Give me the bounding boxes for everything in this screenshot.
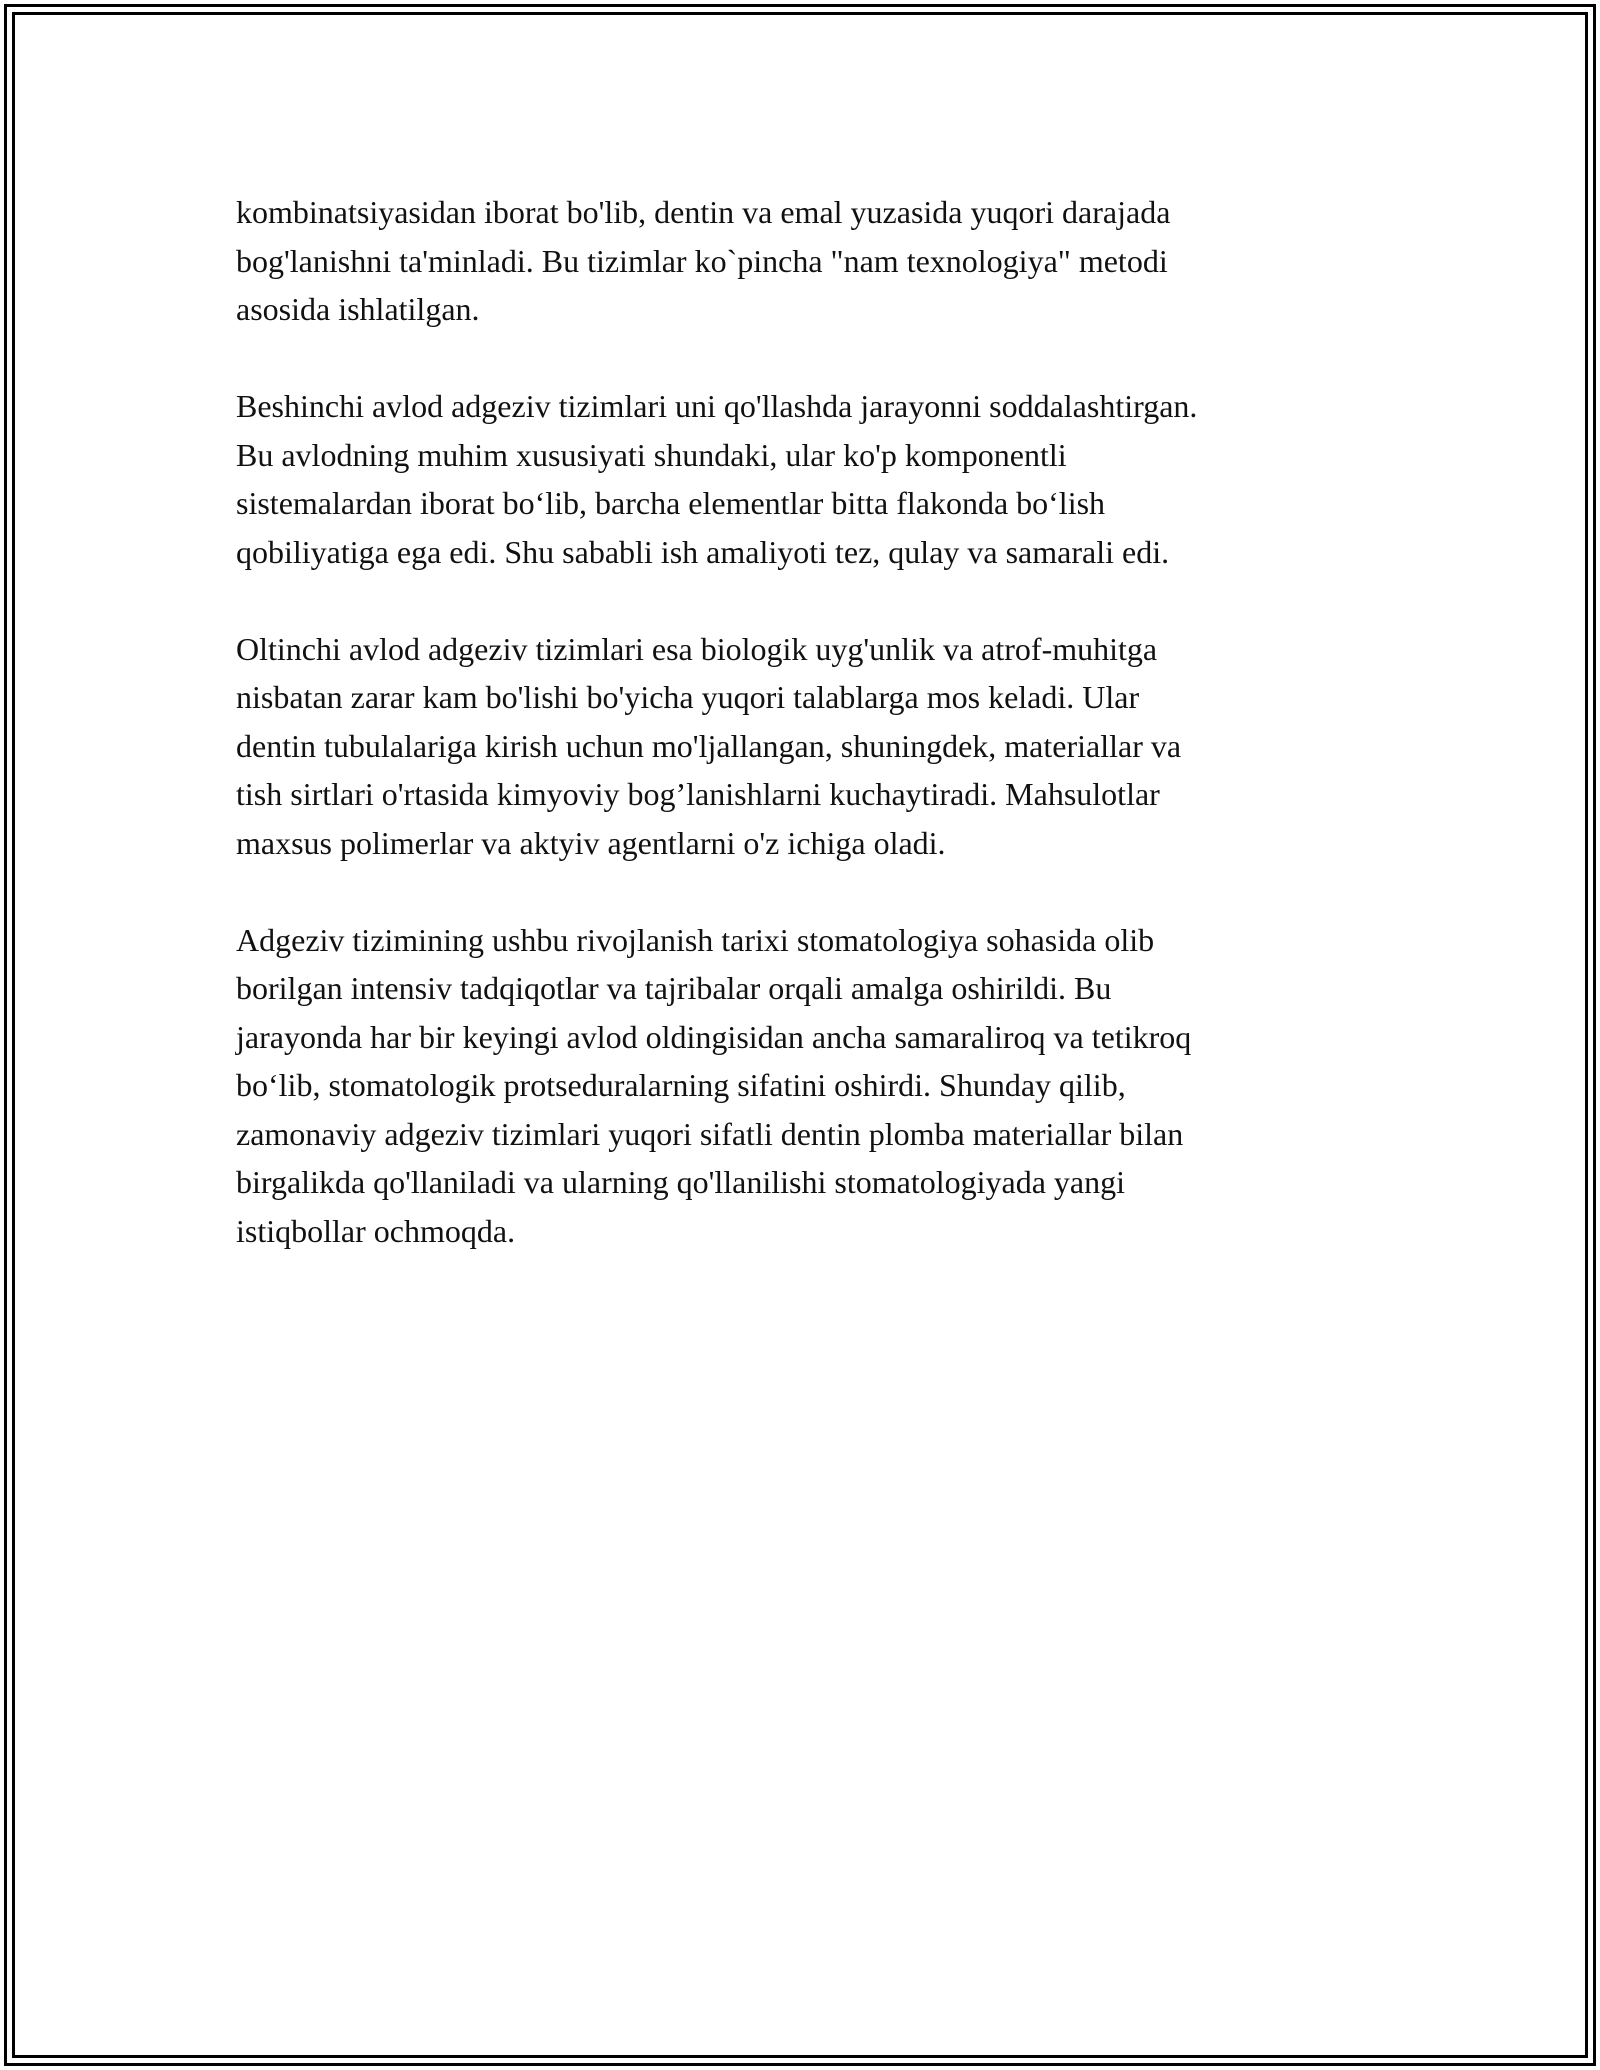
document-body — [236, 188, 1366, 1304]
paragraph-adhesive-bonding: kombinatsiyasidan iborat bo'lib, dentin va emal yuzasida yuqori darajada bog'lanishni ta'minladi. Bu tizimlar ko`pincha "nam texnologiya" metodi asosida ishlatilgan. — [236, 194, 1171, 327]
paragraph-fifth-generation: Beshinchi avlod adgeziv tizimlari uni qo'llashda jarayonni soddalashtirgan. Bu avlodning muhim xususiyati shundaki, ular ko'p komponentli sistemalardan iborat bo‘lib, barcha elementlar bitta flakonda bo‘lish qobiliyatiga ega edi. Shu sababli ish amaliyoti tez, qulay va samarali edi. — [236, 388, 1198, 570]
paragraph-sixth-generation: Oltinchi avlod adgeziv tizimlari esa biologik uyg'unlik va atrof-muhitga nisbatan zarar kam bo'lishi bo'yicha yuqori talablarga mos keladi. Ular dentin tubulalariga kirish uchun mo'ljallangan, shuningdek, materiallar va tish sirtlari o'rtasida kimyoviy bog’lanishlarni kuchaytiradi. Mahsulotlar maxsus polimerlar va aktyiv agentlarni o'z ichiga oladi. — [236, 630, 1182, 861]
paragraph-development-history: Adgeziv tizimining ushbu rivojlanish tarixi stomatologiya sohasida olib borilgan intensiv tadqiqotlar va tajribalar orqali amalga oshirildi. Bu jarayonda har bir keyingi avlod oldingisidan ancha samaraliroq va tetikroq bo‘lib, stomatologik protseduralarning sifatini oshirdi. Shunday qilib, zamonaviy adgeziv tizimlari yuqori sifatli dentin plomba materiallar bilan birgalikda qo'llaniladi va ularning qo'llanilishi stomatologiyada yangi istiqbollar ochmoqda. — [236, 921, 1192, 1249]
